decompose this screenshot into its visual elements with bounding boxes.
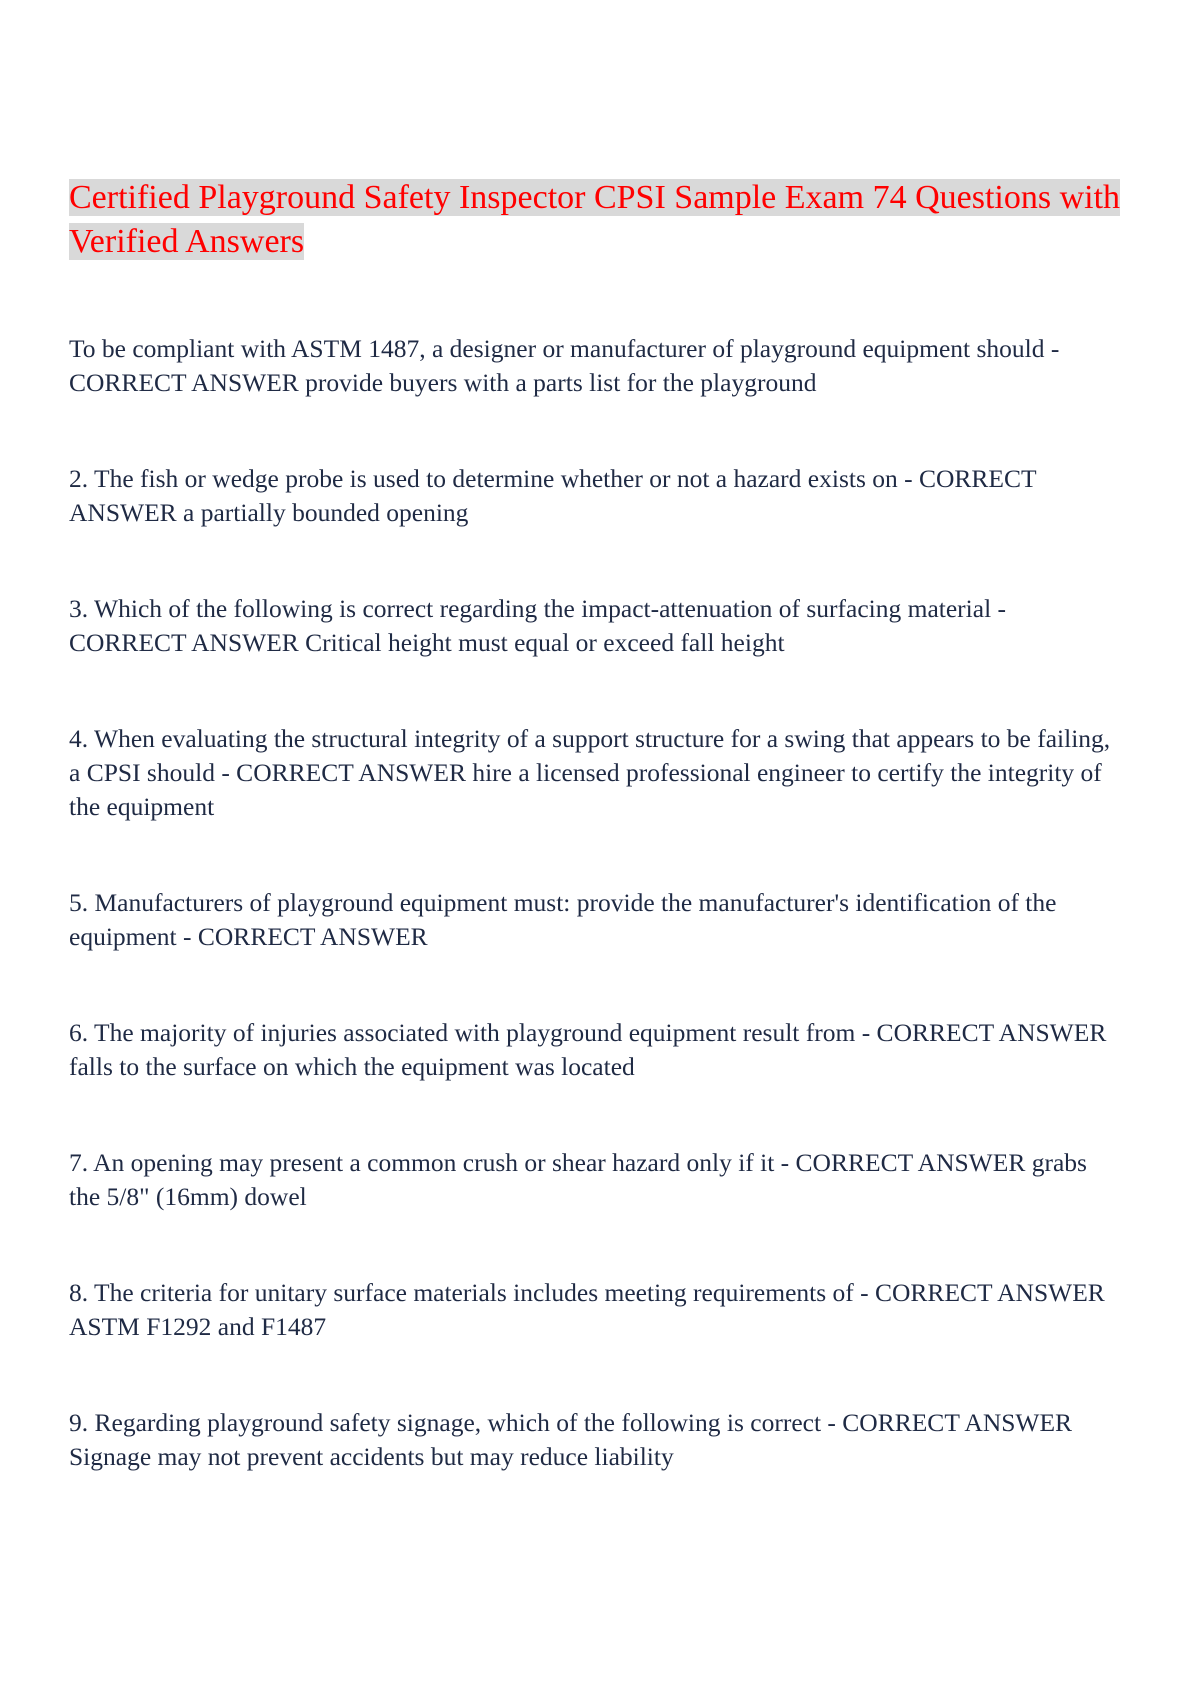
- document-title: [69, 176, 1121, 264]
- question-item-2: 2. The fish or wedge probe is used to determine whether or not a hazard exists on - CORRECT ANSWER a partially bounded opening: [69, 464, 1037, 527]
- question-item-8: 8. The criteria for unitary surface materials includes meeting requirements of - CORRECT ANSWER ASTM F1292 and F1487: [69, 1278, 1105, 1341]
- question-item-3: 3. Which of the following is correct regarding the impact-attenuation of surfacing material - CORRECT ANSWER Critical height must equal or exceed fall height: [69, 594, 1007, 657]
- question-item-7: 7. An opening may present a common crush or shear hazard only if it - CORRECT ANSWER grabs the 5/8" (16mm) dowel: [69, 1148, 1087, 1211]
- question-item-5: 5. Manufacturers of playground equipment must: provide the manufacturer's identification of the equipment - CORRECT ANSWER: [69, 888, 1057, 951]
- question-item-4: 4. When evaluating the structural integrity of a support structure for a swing that appears to be failing, a CPSI should - CORRECT ANSWER hire a licensed professional engineer to certify the integrity of the equipment: [69, 724, 1111, 821]
- question-item-6: 6. The majority of injuries associated with playground equipment result from - CORRECT ANSWER falls to the surface on which the equipment was located: [69, 1018, 1107, 1081]
- document-title-text: Certified Playground Safety Inspector CPSI Sample Exam 74 Questions with Verified Answers: [69, 179, 1121, 260]
- question-item-9: 9. Regarding playground safety signage, which of the following is correct - CORRECT ANSWER Signage may not prevent accidents but may reduce liability: [69, 1408, 1073, 1471]
- question-list: [69, 332, 1121, 1474]
- question-item-1: To be compliant with ASTM 1487, a designer or manufacturer of playground equipment should - CORRECT ANSWER provide buyers with a parts list for the playground: [69, 334, 1060, 397]
